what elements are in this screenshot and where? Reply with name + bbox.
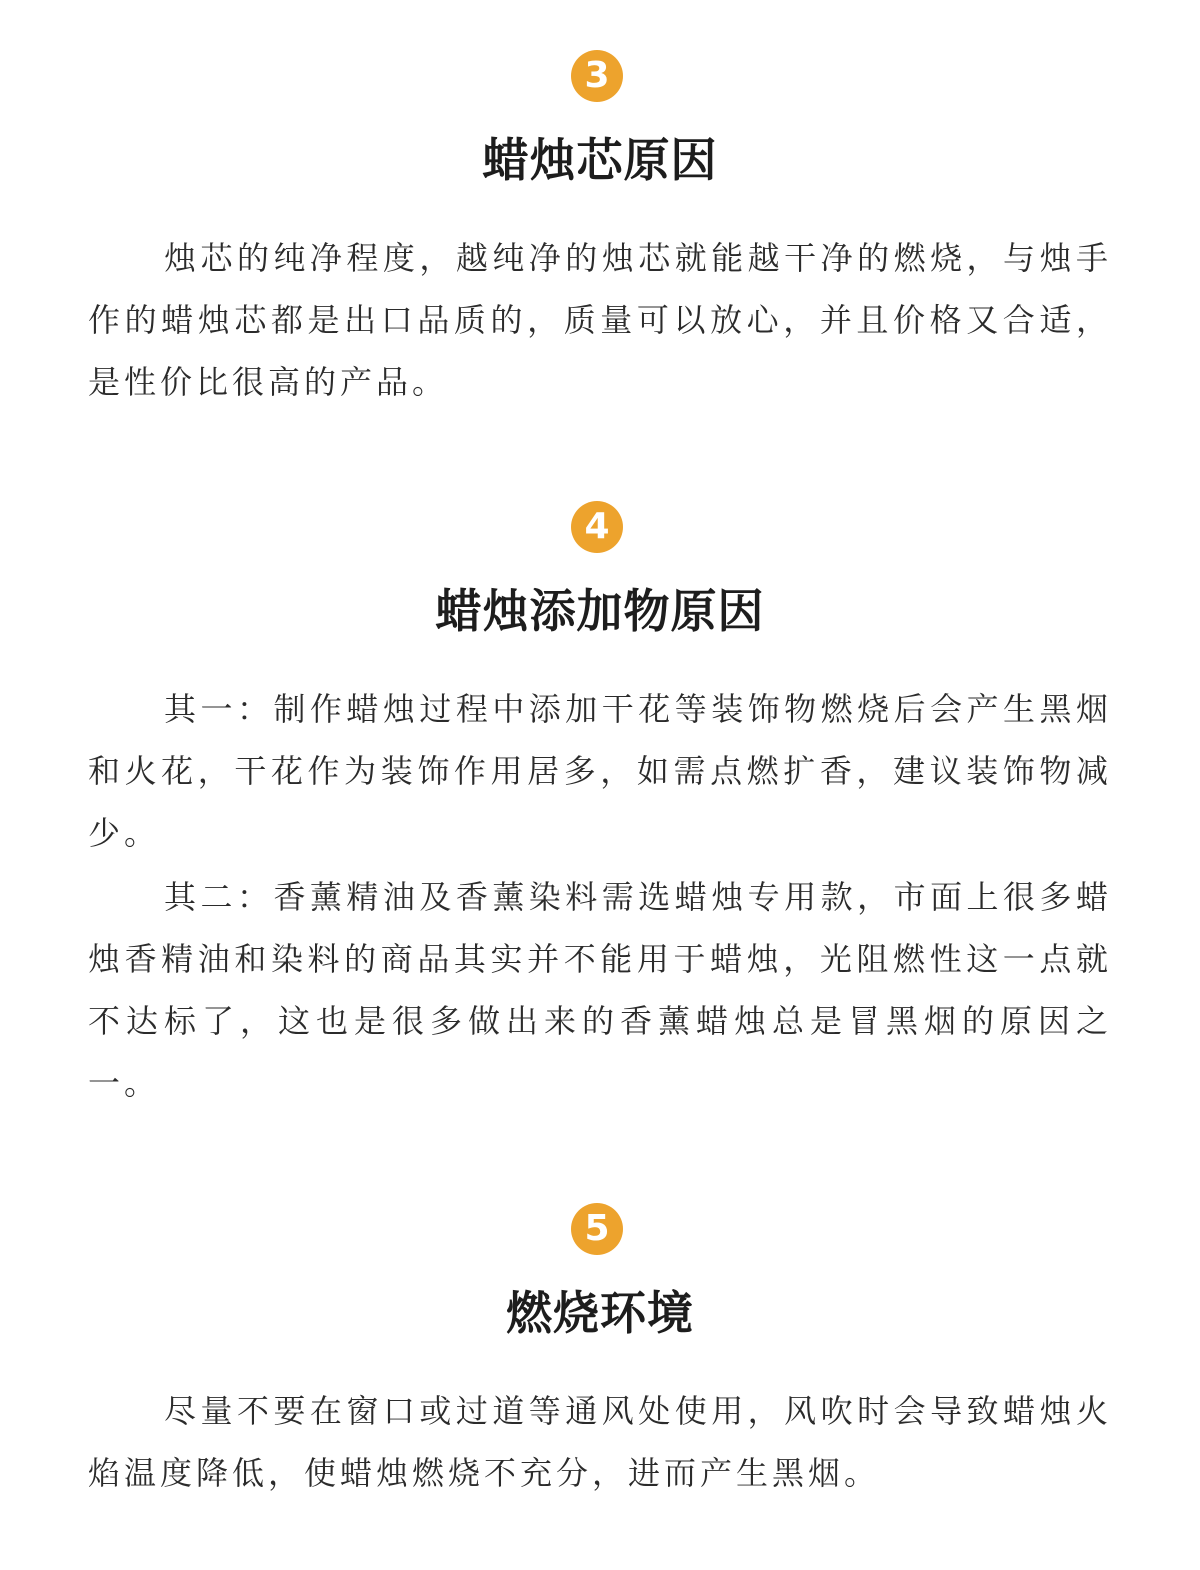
section-4-number-badge: 4 xyxy=(571,501,623,553)
section-5-number-badge: 5 xyxy=(571,1203,623,1255)
section-4-paragraph-2: 其二：香薰精油及香薰染料需选蜡烛专用款，市面上很多蜡烛香精油和染料的商品其实并不能用于蜡烛，光阻燃性这一点就不达标了，这也是很多做出来的香薰蜡烛总是冒黑烟的原因之一。 xyxy=(88,878,1112,1102)
section-3-number-badge: 3 xyxy=(571,50,623,102)
section-5-paragraph: 尽量不要在窗口或过道等通风处使用，风吹时会导致蜡烛火焰温度降低，使蜡烛燃烧不充分，进而产生黑烟。 xyxy=(88,1392,1112,1492)
section-3-title: 蜡烛芯原因 xyxy=(482,133,718,187)
section-4-title: 蜡烛添加物原因 xyxy=(435,584,765,638)
section-5-title: 燃烧环境 xyxy=(506,1286,694,1340)
section-4-paragraph-1: 其一：制作蜡烛过程中添加干花等装饰物燃烧后会产生黑烟和火花，干花作为装饰作用居多，如需点燃扩香，建议装饰物减少。 xyxy=(88,690,1112,852)
section-3-paragraph: 烛芯的纯净程度，越纯净的烛芯就能越干净的燃烧，与烛手作的蜡烛芯都是出口品质的，质量可以放心，并且价格又合适，是性价比很高的产品。 xyxy=(88,239,1112,401)
